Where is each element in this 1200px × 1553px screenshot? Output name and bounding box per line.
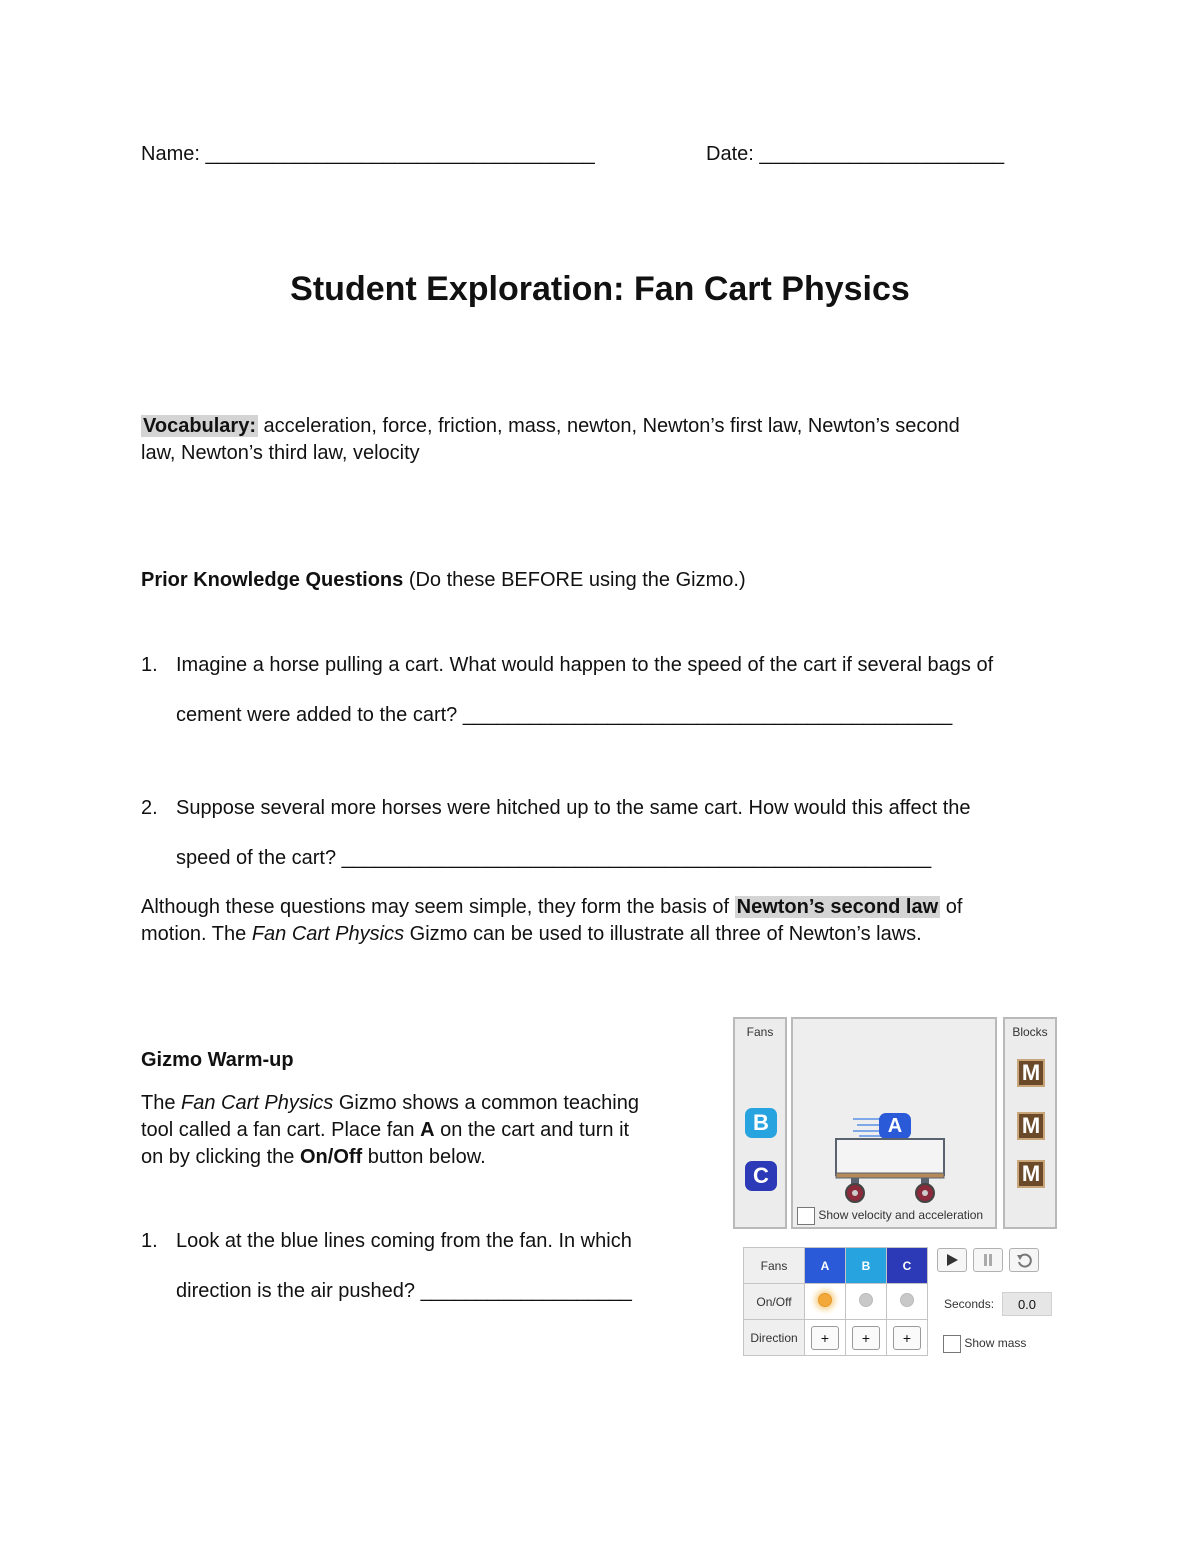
warmup-text: button below. bbox=[362, 1146, 486, 1168]
show-mass-label: Show mass bbox=[964, 1336, 1027, 1351]
fan-b-direction-button[interactable]: + bbox=[852, 1326, 880, 1350]
fan-a-ref: A bbox=[420, 1119, 435, 1141]
warmup-text: The bbox=[141, 1092, 182, 1114]
mass-block[interactable]: M bbox=[1017, 1160, 1045, 1188]
vocabulary-label: Vocabulary: bbox=[143, 415, 256, 437]
fan-a-icon[interactable]: A bbox=[879, 1113, 911, 1139]
question-answer-line[interactable]: cement were added to the cart? ____________________________________________ bbox=[176, 704, 953, 726]
warmup-text: on the cart and turn it bbox=[434, 1119, 630, 1141]
seconds-label: Seconds: bbox=[944, 1297, 995, 1311]
pause-icon bbox=[981, 1253, 995, 1267]
show-mass-checkbox[interactable] bbox=[943, 1335, 961, 1353]
name-line bbox=[141, 141, 595, 168]
reset-icon bbox=[1016, 1252, 1032, 1268]
summary-line-2 bbox=[141, 921, 922, 948]
fans-panel-label: Fans bbox=[746, 1025, 774, 1039]
fans-panel bbox=[733, 1017, 787, 1229]
question-text: Look at the blue lines coming from the fan. In which bbox=[176, 1230, 632, 1252]
summary-text: of bbox=[940, 896, 963, 918]
warmup-text: Gizmo shows a common teaching bbox=[333, 1092, 639, 1114]
fans-row-label: Fans bbox=[744, 1248, 805, 1284]
summary-text: Although these questions may seem simple, they form the basis of bbox=[141, 896, 735, 918]
question-number: 1. bbox=[141, 1230, 158, 1252]
mass-block[interactable]: M bbox=[1017, 1059, 1045, 1087]
on-indicator-icon bbox=[818, 1293, 832, 1307]
newtons-second-law-highlight: Newton’s second law bbox=[736, 896, 939, 918]
question-number: 1. bbox=[141, 654, 158, 676]
fan-control-table bbox=[743, 1247, 928, 1356]
fan-b-direction-cell bbox=[846, 1320, 887, 1356]
onoff-ref: On/Off bbox=[299, 1146, 363, 1168]
name-blank[interactable]: ___________________________________ bbox=[205, 143, 595, 165]
warmup-heading: Gizmo Warm-up bbox=[141, 1049, 294, 1071]
warmup-text: on by clicking the bbox=[141, 1146, 300, 1168]
show-mass-toggle[interactable] bbox=[943, 1335, 1026, 1353]
fan-c-direction-button[interactable]: + bbox=[893, 1326, 921, 1350]
summary-text: motion. The bbox=[141, 923, 252, 945]
vocabulary-terms-2: law, Newton’s third law, velocity bbox=[141, 442, 420, 464]
blocks-panel bbox=[1003, 1017, 1057, 1229]
onoff-row-label: On/Off bbox=[744, 1284, 805, 1320]
show-velocity-toggle[interactable] bbox=[797, 1207, 983, 1225]
show-velocity-checkbox[interactable] bbox=[797, 1207, 815, 1225]
simulation-stage bbox=[791, 1017, 997, 1229]
question-text: Suppose several more horses were hitched up to the same cart. How would this affect the bbox=[176, 797, 971, 819]
warmup-line-1 bbox=[141, 1090, 639, 1117]
fan-b-column: B bbox=[846, 1248, 887, 1284]
fan-b-icon[interactable]: B bbox=[745, 1108, 777, 1138]
pause-button[interactable] bbox=[973, 1248, 1003, 1272]
direction-row-label: Direction bbox=[744, 1320, 805, 1356]
fan-c-direction-cell bbox=[887, 1320, 928, 1356]
fan-cart-icon[interactable] bbox=[835, 1138, 947, 1204]
seconds-readout: 0.0 bbox=[1002, 1292, 1052, 1316]
fan-c-onoff-button[interactable] bbox=[887, 1284, 928, 1320]
prior-heading-text: Prior Knowledge Questions bbox=[141, 569, 404, 591]
date-line bbox=[706, 141, 1004, 168]
vocabulary-terms-1: acceleration, force, friction, mass, newton, Newton’s first law, Newton’s second bbox=[258, 415, 960, 437]
date-label: Date: bbox=[706, 143, 754, 165]
page-title: Student Exploration: Fan Cart Physics bbox=[290, 270, 910, 308]
summary-text: Gizmo can be used to illustrate all three of Newton’s laws. bbox=[404, 923, 922, 945]
fan-c-column: C bbox=[887, 1248, 928, 1284]
warmup-line-3 bbox=[141, 1144, 486, 1171]
question-answer-line[interactable]: direction is the air pushed? ___________________ bbox=[176, 1280, 632, 1302]
question-answer-line[interactable]: speed of the cart? _____________________________________________________ bbox=[176, 847, 932, 869]
fan-a-onoff-button[interactable] bbox=[805, 1284, 846, 1320]
gizmo-name: Fan Cart Physics bbox=[181, 1092, 334, 1114]
prior-heading-note: (Do these BEFORE using the Gizmo.) bbox=[403, 569, 746, 591]
fan-a-column: A bbox=[805, 1248, 846, 1284]
fan-a-direction-button[interactable]: + bbox=[811, 1326, 839, 1350]
reset-button[interactable] bbox=[1009, 1248, 1039, 1272]
fan-b-onoff-button[interactable] bbox=[846, 1284, 887, 1320]
name-label: Name: bbox=[141, 143, 200, 165]
fan-a-direction-cell bbox=[805, 1320, 846, 1356]
fan-c-icon[interactable]: C bbox=[745, 1161, 777, 1191]
off-indicator-icon bbox=[859, 1293, 873, 1307]
prior-knowledge-heading bbox=[141, 567, 746, 594]
question-text: Imagine a horse pulling a cart. What would happen to the speed of the cart if several bags of bbox=[176, 654, 994, 676]
blocks-panel-label: Blocks bbox=[1012, 1025, 1048, 1039]
show-velocity-label: Show velocity and acceleration bbox=[818, 1208, 984, 1223]
warmup-text: tool called a fan cart. Place fan bbox=[141, 1119, 421, 1141]
question-number: 2. bbox=[141, 797, 158, 819]
off-indicator-icon bbox=[900, 1293, 914, 1307]
date-blank[interactable]: ______________________ bbox=[759, 143, 1005, 165]
gizmo-name: Fan Cart Physics bbox=[251, 923, 405, 945]
warmup-line-2 bbox=[141, 1117, 629, 1144]
summary-line-1 bbox=[141, 894, 962, 921]
mass-block[interactable]: M bbox=[1017, 1112, 1045, 1140]
play-button[interactable] bbox=[937, 1248, 967, 1272]
vocabulary-line-1 bbox=[141, 413, 960, 440]
play-icon bbox=[945, 1253, 959, 1267]
